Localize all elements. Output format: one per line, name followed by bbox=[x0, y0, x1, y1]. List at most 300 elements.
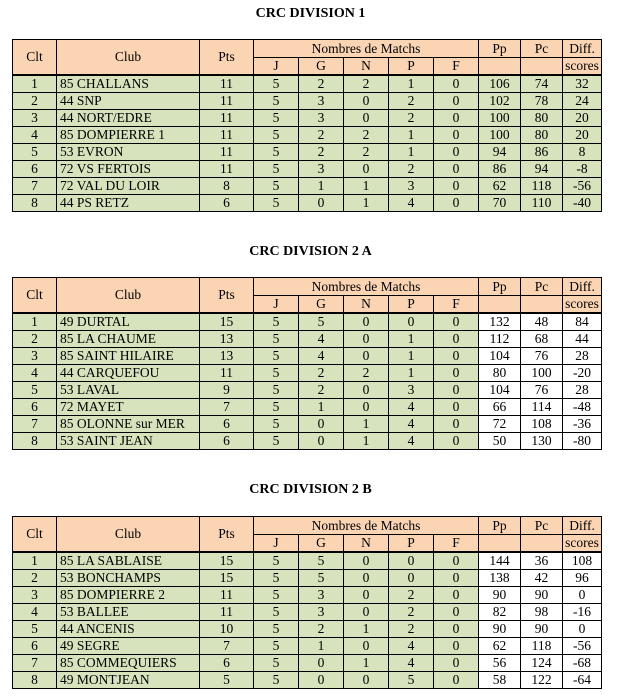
col-header-diff: Diff. bbox=[563, 40, 602, 58]
col-header-scores: scores bbox=[563, 535, 602, 553]
cell-pts: 6 bbox=[200, 195, 254, 212]
cell-p: 2 bbox=[389, 604, 434, 621]
table-row bbox=[13, 75, 602, 93]
cell-diff: -36 bbox=[563, 416, 602, 433]
cell-clt: 3 bbox=[13, 587, 57, 604]
cell-club: 53 SAINT JEAN bbox=[57, 433, 200, 450]
cell-pc: 122 bbox=[521, 672, 563, 689]
cell-pc: 94 bbox=[521, 161, 563, 178]
col-header-club: Club bbox=[57, 278, 200, 314]
cell-pc: 42 bbox=[521, 570, 563, 587]
division-1-title: CRC DIVISION 1 bbox=[255, 6, 366, 21]
cell-j: 5 bbox=[254, 313, 299, 331]
col-header-clt: Clt bbox=[13, 40, 57, 76]
cell-n: 0 bbox=[344, 587, 389, 604]
cell-pp: 62 bbox=[479, 178, 521, 195]
cell-clt: 2 bbox=[13, 93, 57, 110]
cell-diff: 20 bbox=[563, 127, 602, 144]
cell-j: 5 bbox=[254, 331, 299, 348]
cell-diff: 0 bbox=[563, 621, 602, 638]
col-header-matches: Nombres de Matchs bbox=[254, 517, 479, 535]
cell-diff: 0 bbox=[563, 587, 602, 604]
cell-g: 2 bbox=[299, 621, 344, 638]
cell-j: 5 bbox=[254, 178, 299, 195]
header-row bbox=[13, 278, 602, 296]
cell-g: 1 bbox=[299, 638, 344, 655]
table-row bbox=[13, 638, 602, 655]
cell-diff: 32 bbox=[563, 75, 602, 93]
cell-pts: 9 bbox=[200, 382, 254, 399]
table-row bbox=[13, 161, 602, 178]
cell-j: 5 bbox=[254, 655, 299, 672]
cell-j: 5 bbox=[254, 161, 299, 178]
table-row bbox=[13, 655, 602, 672]
cell-diff: 28 bbox=[563, 348, 602, 365]
cell-clt: 6 bbox=[13, 399, 57, 416]
cell-p: 4 bbox=[389, 638, 434, 655]
cell-j: 5 bbox=[254, 127, 299, 144]
cell-pp: 62 bbox=[479, 638, 521, 655]
cell-f: 0 bbox=[434, 399, 479, 416]
table-row bbox=[13, 144, 602, 161]
cell-g: 5 bbox=[299, 313, 344, 331]
cell-n: 0 bbox=[344, 672, 389, 689]
col-header-p: P bbox=[389, 58, 434, 76]
cell-club: 44 ANCENIS bbox=[57, 621, 200, 638]
cell-clt: 4 bbox=[13, 604, 57, 621]
cell-club: 49 DURTAL bbox=[57, 313, 200, 331]
cell-p: 0 bbox=[389, 570, 434, 587]
division-2a-title: CRC DIVISION 2 A bbox=[249, 244, 372, 259]
cell-n: 2 bbox=[344, 365, 389, 382]
cell-n: 1 bbox=[344, 416, 389, 433]
col-header-pts: Pts bbox=[200, 517, 254, 553]
table-row bbox=[13, 348, 602, 365]
cell-club: 72 MAYET bbox=[57, 399, 200, 416]
cell-n: 0 bbox=[344, 313, 389, 331]
cell-g: 2 bbox=[299, 127, 344, 144]
col-header-matches: Nombres de Matchs bbox=[254, 40, 479, 58]
cell-f: 0 bbox=[434, 331, 479, 348]
cell-f: 0 bbox=[434, 127, 479, 144]
division-1-table bbox=[12, 39, 602, 212]
cell-pp: 100 bbox=[479, 110, 521, 127]
cell-club: 44 NORT/EDRE bbox=[57, 110, 200, 127]
cell-diff: -56 bbox=[563, 178, 602, 195]
cell-pp: 80 bbox=[479, 365, 521, 382]
cell-f: 0 bbox=[434, 110, 479, 127]
cell-f: 0 bbox=[434, 144, 479, 161]
cell-club: 85 SAINT HILAIRE bbox=[57, 348, 200, 365]
cell-pc: 36 bbox=[521, 552, 563, 570]
cell-g: 1 bbox=[299, 399, 344, 416]
cell-diff: -56 bbox=[563, 638, 602, 655]
cell-f: 0 bbox=[434, 570, 479, 587]
cell-pp: 82 bbox=[479, 604, 521, 621]
cell-diff: -64 bbox=[563, 672, 602, 689]
cell-pp: 56 bbox=[479, 655, 521, 672]
cell-diff: 44 bbox=[563, 331, 602, 348]
cell-club: 44 SNP bbox=[57, 93, 200, 110]
col-header-clt: Clt bbox=[13, 517, 57, 553]
cell-pc: 114 bbox=[521, 399, 563, 416]
cell-diff: 8 bbox=[563, 144, 602, 161]
cell-f: 0 bbox=[434, 348, 479, 365]
cell-j: 5 bbox=[254, 365, 299, 382]
table-row bbox=[13, 416, 602, 433]
cell-pp: 94 bbox=[479, 144, 521, 161]
col-header-pc: Pc bbox=[521, 517, 563, 535]
cell-clt: 7 bbox=[13, 416, 57, 433]
cell-f: 0 bbox=[434, 638, 479, 655]
cell-diff: -8 bbox=[563, 161, 602, 178]
cell-club: 85 CHALLANS bbox=[57, 75, 200, 93]
cell-pc: 48 bbox=[521, 313, 563, 331]
col-header-p: P bbox=[389, 535, 434, 553]
cell-n: 0 bbox=[344, 161, 389, 178]
cell-f: 0 bbox=[434, 365, 479, 382]
cell-n: 0 bbox=[344, 382, 389, 399]
table-row bbox=[13, 382, 602, 399]
cell-n: 1 bbox=[344, 621, 389, 638]
cell-diff: -40 bbox=[563, 195, 602, 212]
cell-diff: -20 bbox=[563, 365, 602, 382]
cell-f: 0 bbox=[434, 382, 479, 399]
cell-f: 0 bbox=[434, 672, 479, 689]
cell-n: 0 bbox=[344, 348, 389, 365]
cell-g: 5 bbox=[299, 552, 344, 570]
cell-clt: 1 bbox=[13, 552, 57, 570]
cell-clt: 5 bbox=[13, 621, 57, 638]
cell-g: 3 bbox=[299, 604, 344, 621]
cell-clt: 4 bbox=[13, 127, 57, 144]
col-header-j: J bbox=[254, 535, 299, 553]
cell-diff: 84 bbox=[563, 313, 602, 331]
cell-j: 5 bbox=[254, 638, 299, 655]
cell-club: 53 BALLEE bbox=[57, 604, 200, 621]
cell-j: 5 bbox=[254, 621, 299, 638]
cell-p: 1 bbox=[389, 331, 434, 348]
cell-p: 1 bbox=[389, 365, 434, 382]
cell-n: 0 bbox=[344, 110, 389, 127]
cell-f: 0 bbox=[434, 655, 479, 672]
cell-j: 5 bbox=[254, 144, 299, 161]
cell-diff: 108 bbox=[563, 552, 602, 570]
cell-n: 0 bbox=[344, 331, 389, 348]
cell-pp: 90 bbox=[479, 587, 521, 604]
cell-club: 85 DOMPIERRE 1 bbox=[57, 127, 200, 144]
cell-n: 1 bbox=[344, 178, 389, 195]
cell-club: 72 VAL DU LOIR bbox=[57, 178, 200, 195]
cell-f: 0 bbox=[434, 178, 479, 195]
cell-g: 0 bbox=[299, 672, 344, 689]
table-row bbox=[13, 93, 602, 110]
cell-f: 0 bbox=[434, 433, 479, 450]
col-header-clt: Clt bbox=[13, 278, 57, 314]
cell-pts: 15 bbox=[200, 570, 254, 587]
col-header-matches: Nombres de Matchs bbox=[254, 278, 479, 296]
cell-p: 0 bbox=[389, 552, 434, 570]
cell-clt: 8 bbox=[13, 433, 57, 450]
cell-j: 5 bbox=[254, 604, 299, 621]
cell-pts: 6 bbox=[200, 433, 254, 450]
cell-pp: 112 bbox=[479, 331, 521, 348]
col-header-f: F bbox=[434, 535, 479, 553]
cell-g: 1 bbox=[299, 178, 344, 195]
cell-f: 0 bbox=[434, 621, 479, 638]
cell-clt: 4 bbox=[13, 365, 57, 382]
cell-n: 0 bbox=[344, 638, 389, 655]
cell-g: 5 bbox=[299, 570, 344, 587]
cell-diff: 20 bbox=[563, 110, 602, 127]
col-header-diff: Diff. bbox=[563, 278, 602, 296]
cell-p: 2 bbox=[389, 110, 434, 127]
cell-pc: 110 bbox=[521, 195, 563, 212]
cell-clt: 6 bbox=[13, 638, 57, 655]
cell-p: 1 bbox=[389, 75, 434, 93]
cell-p: 4 bbox=[389, 399, 434, 416]
col-header-g: G bbox=[299, 535, 344, 553]
cell-f: 0 bbox=[434, 416, 479, 433]
cell-j: 5 bbox=[254, 672, 299, 689]
division-2b-title: CRC DIVISION 2 B bbox=[249, 482, 372, 497]
cell-p: 2 bbox=[389, 161, 434, 178]
cell-p: 3 bbox=[389, 178, 434, 195]
cell-p: 2 bbox=[389, 587, 434, 604]
cell-pc: 78 bbox=[521, 93, 563, 110]
cell-pp: 72 bbox=[479, 416, 521, 433]
cell-pts: 6 bbox=[200, 416, 254, 433]
header-row bbox=[13, 40, 602, 58]
col-header-club: Club bbox=[57, 517, 200, 553]
cell-g: 2 bbox=[299, 365, 344, 382]
col-header-pc-sub bbox=[521, 535, 563, 553]
cell-pc: 108 bbox=[521, 416, 563, 433]
cell-pc: 74 bbox=[521, 75, 563, 93]
cell-club: 44 CARQUEFOU bbox=[57, 365, 200, 382]
cell-g: 0 bbox=[299, 655, 344, 672]
col-header-g: G bbox=[299, 58, 344, 76]
cell-pts: 13 bbox=[200, 331, 254, 348]
header-row bbox=[13, 517, 602, 535]
cell-g: 0 bbox=[299, 433, 344, 450]
cell-clt: 3 bbox=[13, 348, 57, 365]
cell-pc: 86 bbox=[521, 144, 563, 161]
col-header-j: J bbox=[254, 58, 299, 76]
cell-pp: 138 bbox=[479, 570, 521, 587]
cell-j: 5 bbox=[254, 399, 299, 416]
table-row bbox=[13, 365, 602, 382]
cell-j: 5 bbox=[254, 570, 299, 587]
cell-g: 2 bbox=[299, 382, 344, 399]
cell-f: 0 bbox=[434, 75, 479, 93]
table-row bbox=[13, 127, 602, 144]
cell-club: 49 SEGRE bbox=[57, 638, 200, 655]
cell-pc: 76 bbox=[521, 382, 563, 399]
cell-n: 1 bbox=[344, 195, 389, 212]
cell-p: 0 bbox=[389, 313, 434, 331]
cell-g: 3 bbox=[299, 161, 344, 178]
division-2b-table bbox=[12, 516, 602, 689]
cell-j: 5 bbox=[254, 195, 299, 212]
cell-club: 53 BONCHAMPS bbox=[57, 570, 200, 587]
cell-j: 5 bbox=[254, 93, 299, 110]
cell-clt: 7 bbox=[13, 655, 57, 672]
cell-club: 53 LAVAL bbox=[57, 382, 200, 399]
cell-pc: 118 bbox=[521, 178, 563, 195]
cell-diff: -48 bbox=[563, 399, 602, 416]
table-row bbox=[13, 672, 602, 689]
cell-pp: 70 bbox=[479, 195, 521, 212]
cell-pp: 58 bbox=[479, 672, 521, 689]
cell-clt: 8 bbox=[13, 672, 57, 689]
cell-pts: 11 bbox=[200, 587, 254, 604]
cell-pc: 124 bbox=[521, 655, 563, 672]
division-2a-table bbox=[12, 277, 602, 450]
cell-g: 4 bbox=[299, 331, 344, 348]
cell-j: 5 bbox=[254, 382, 299, 399]
col-header-j: J bbox=[254, 296, 299, 314]
cell-f: 0 bbox=[434, 552, 479, 570]
col-header-n: N bbox=[344, 296, 389, 314]
cell-n: 0 bbox=[344, 93, 389, 110]
cell-pts: 15 bbox=[200, 313, 254, 331]
cell-g: 0 bbox=[299, 416, 344, 433]
cell-pc: 98 bbox=[521, 604, 563, 621]
table-row bbox=[13, 604, 602, 621]
cell-pts: 15 bbox=[200, 552, 254, 570]
cell-pts: 6 bbox=[200, 655, 254, 672]
cell-diff: -16 bbox=[563, 604, 602, 621]
cell-clt: 5 bbox=[13, 144, 57, 161]
cell-club: 85 COMMEQUIERS bbox=[57, 655, 200, 672]
cell-club: 85 LA SABLAISE bbox=[57, 552, 200, 570]
cell-pc: 68 bbox=[521, 331, 563, 348]
cell-pp: 132 bbox=[479, 313, 521, 331]
cell-clt: 1 bbox=[13, 75, 57, 93]
cell-pp: 104 bbox=[479, 348, 521, 365]
table-row bbox=[13, 433, 602, 450]
cell-p: 4 bbox=[389, 195, 434, 212]
cell-p: 3 bbox=[389, 382, 434, 399]
col-header-pc: Pc bbox=[521, 278, 563, 296]
cell-club: 44 PS RETZ bbox=[57, 195, 200, 212]
cell-n: 0 bbox=[344, 570, 389, 587]
cell-diff: 96 bbox=[563, 570, 602, 587]
cell-pc: 90 bbox=[521, 587, 563, 604]
cell-pp: 86 bbox=[479, 161, 521, 178]
cell-club: 53 EVRON bbox=[57, 144, 200, 161]
cell-n: 2 bbox=[344, 144, 389, 161]
cell-p: 1 bbox=[389, 127, 434, 144]
cell-g: 2 bbox=[299, 144, 344, 161]
cell-j: 5 bbox=[254, 433, 299, 450]
col-header-pts: Pts bbox=[200, 278, 254, 314]
cell-pc: 80 bbox=[521, 110, 563, 127]
cell-j: 5 bbox=[254, 416, 299, 433]
cell-pts: 11 bbox=[200, 127, 254, 144]
cell-diff: 24 bbox=[563, 93, 602, 110]
cell-diff: 28 bbox=[563, 382, 602, 399]
cell-pts: 11 bbox=[200, 110, 254, 127]
table-row bbox=[13, 552, 602, 570]
cell-p: 5 bbox=[389, 672, 434, 689]
col-header-n: N bbox=[344, 58, 389, 76]
cell-clt: 7 bbox=[13, 178, 57, 195]
cell-clt: 2 bbox=[13, 331, 57, 348]
cell-pts: 11 bbox=[200, 604, 254, 621]
cell-g: 2 bbox=[299, 75, 344, 93]
col-header-diff: Diff. bbox=[563, 517, 602, 535]
cell-pts: 11 bbox=[200, 75, 254, 93]
table-row bbox=[13, 178, 602, 195]
cell-f: 0 bbox=[434, 161, 479, 178]
cell-n: 2 bbox=[344, 75, 389, 93]
table-row bbox=[13, 331, 602, 348]
cell-clt: 6 bbox=[13, 161, 57, 178]
cell-pp: 104 bbox=[479, 382, 521, 399]
col-header-scores: scores bbox=[563, 296, 602, 314]
cell-pp: 144 bbox=[479, 552, 521, 570]
cell-pc: 80 bbox=[521, 127, 563, 144]
cell-g: 0 bbox=[299, 195, 344, 212]
cell-pts: 5 bbox=[200, 672, 254, 689]
cell-p: 4 bbox=[389, 655, 434, 672]
cell-clt: 5 bbox=[13, 382, 57, 399]
cell-n: 0 bbox=[344, 399, 389, 416]
table-row bbox=[13, 399, 602, 416]
cell-pts: 7 bbox=[200, 638, 254, 655]
cell-diff: -80 bbox=[563, 433, 602, 450]
cell-pts: 11 bbox=[200, 161, 254, 178]
col-header-pp-sub bbox=[479, 296, 521, 314]
cell-clt: 8 bbox=[13, 195, 57, 212]
col-header-f: F bbox=[434, 58, 479, 76]
col-header-p: P bbox=[389, 296, 434, 314]
cell-pc: 76 bbox=[521, 348, 563, 365]
cell-j: 5 bbox=[254, 75, 299, 93]
cell-pts: 10 bbox=[200, 621, 254, 638]
cell-pts: 11 bbox=[200, 93, 254, 110]
col-header-scores: scores bbox=[563, 58, 602, 76]
cell-pts: 7 bbox=[200, 399, 254, 416]
cell-n: 2 bbox=[344, 127, 389, 144]
col-header-f: F bbox=[434, 296, 479, 314]
col-header-pp: Pp bbox=[479, 278, 521, 296]
cell-p: 4 bbox=[389, 433, 434, 450]
col-header-pc-sub bbox=[521, 58, 563, 76]
cell-clt: 2 bbox=[13, 570, 57, 587]
cell-n: 0 bbox=[344, 604, 389, 621]
cell-j: 5 bbox=[254, 587, 299, 604]
cell-club: 85 LA CHAUME bbox=[57, 331, 200, 348]
cell-club: 49 MONTJEAN bbox=[57, 672, 200, 689]
col-header-pc: Pc bbox=[521, 40, 563, 58]
cell-j: 5 bbox=[254, 348, 299, 365]
cell-pc: 90 bbox=[521, 621, 563, 638]
col-header-n: N bbox=[344, 535, 389, 553]
col-header-pp-sub bbox=[479, 535, 521, 553]
cell-club: 72 VS FERTOIS bbox=[57, 161, 200, 178]
cell-club: 85 OLONNE sur MER bbox=[57, 416, 200, 433]
cell-n: 1 bbox=[344, 655, 389, 672]
col-header-pp: Pp bbox=[479, 517, 521, 535]
table-row bbox=[13, 621, 602, 638]
cell-pts: 11 bbox=[200, 365, 254, 382]
cell-j: 5 bbox=[254, 552, 299, 570]
cell-pc: 100 bbox=[521, 365, 563, 382]
col-header-club: Club bbox=[57, 40, 200, 76]
